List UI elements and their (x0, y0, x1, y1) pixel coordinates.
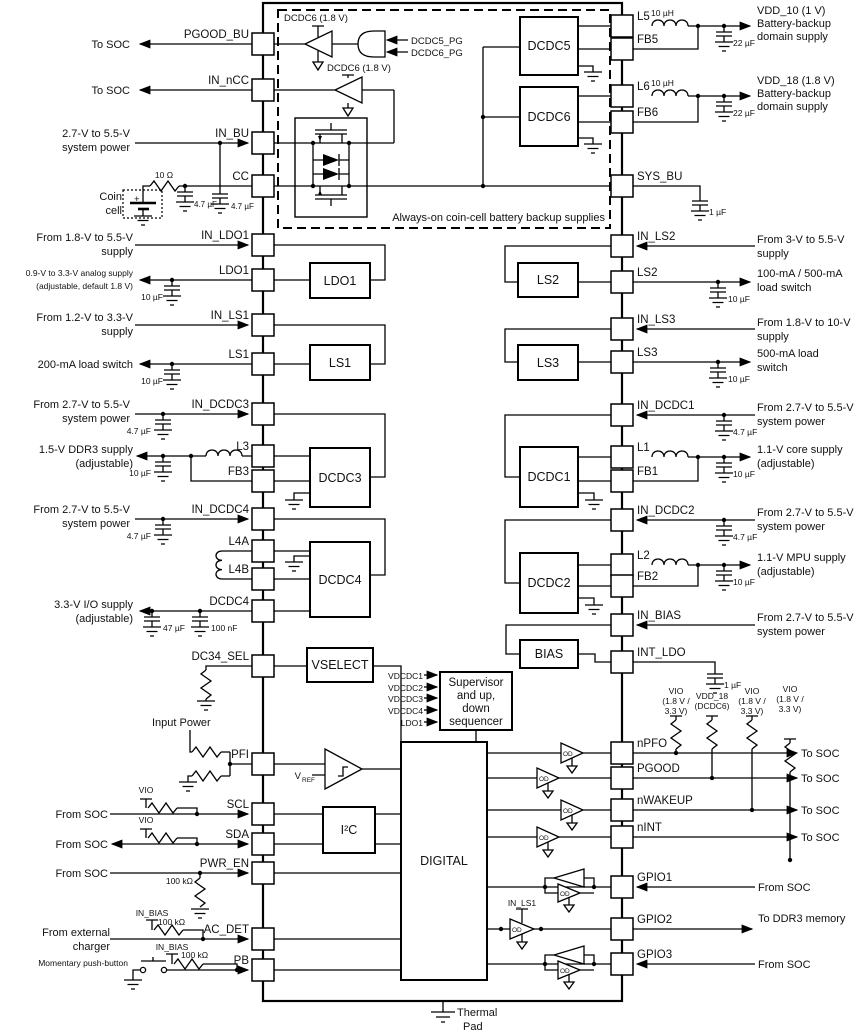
pin-label-l2: L2 (637, 550, 650, 562)
thermal-pad-label: Pad (463, 1021, 483, 1033)
in-ldo1-source: From 1.8-V to 5.5-V (36, 232, 133, 244)
cap-value: 1 µF (724, 680, 742, 690)
pin-label-pwr-en: PWR_EN (199, 858, 249, 870)
cap-value: 10 µF (141, 376, 163, 386)
pin-label-gpio1: GPIO1 (637, 872, 673, 884)
coin-cell-label: Coin (99, 191, 122, 203)
push-button-label: Momentary push-button (38, 958, 128, 968)
pin-label-in-dcdc1: IN_DCDC1 (637, 400, 695, 412)
pin-l4b (252, 568, 274, 590)
pin-in-ls1 (252, 314, 274, 336)
cap-value: 10 µF (141, 292, 163, 302)
pin-in-bias (611, 614, 633, 636)
pin-label-in-bu: IN_BU (215, 128, 249, 140)
external-wires-right (633, 26, 796, 860)
pin-label-ls2: LS2 (637, 267, 658, 279)
pin-gpio1 (611, 876, 633, 898)
pin-pfi (252, 753, 274, 775)
pin-in-dcdc4 (252, 508, 274, 530)
vio-rail-label: VIO (138, 815, 154, 825)
ls2-output-desc: load switch (757, 282, 812, 294)
sequencer-label: Supervisor (448, 677, 504, 689)
od-buffer-label: OD (539, 776, 549, 783)
pin-label-ldo1: LDO1 (218, 265, 249, 277)
pin-ac-det (252, 928, 274, 950)
pin-l4a (252, 540, 274, 562)
pin-label-fb5: FB5 (637, 34, 659, 46)
pin-label-in-ls1: IN_LS1 (210, 310, 249, 322)
to-soc-label: To SOC (801, 748, 840, 760)
in-ls1-source: supply (101, 326, 133, 338)
pin-label-in-bias: IN_BIAS (637, 610, 682, 622)
and-gate (358, 31, 385, 57)
pin-in-bu (252, 132, 274, 154)
pullup-rail-label: VIO (668, 686, 684, 696)
pin-label-fb1: FB1 (637, 466, 659, 478)
pin-pgood-bu (252, 33, 274, 55)
buffer-supply-label: DCDC6 (1.8 V) (327, 63, 391, 74)
pin-ldo1 (252, 269, 274, 291)
in-ls1-source: From 1.2-V to 3.3-V (36, 312, 133, 324)
digital-label: DIGITAL (420, 854, 468, 868)
pin-label-pgood: PGOOD (637, 763, 680, 775)
pin-l5 (611, 15, 633, 37)
cap-value: 4.7 µF (231, 202, 254, 211)
pin-label-l1: L1 (637, 442, 650, 454)
pin-label-l3: L3 (236, 441, 249, 453)
pin-label-gpio3: GPIO3 (637, 949, 673, 961)
ddr3-supply-desc: (adjustable) (75, 458, 133, 470)
pin-label-fb2: FB2 (637, 571, 659, 583)
cap-value: 10 µF (728, 294, 750, 304)
pin-in-ncc (252, 79, 274, 101)
cap-value: 47 µF (163, 623, 185, 633)
pin-in-dcdc2 (611, 509, 633, 531)
pin-ls2 (611, 271, 633, 293)
seq-input-label: LDO1 (400, 718, 423, 728)
cap-value: 22 µF (733, 108, 755, 118)
cap-value: 4.7 µF (733, 532, 758, 542)
cap-value: 4.7 µF (733, 427, 758, 437)
ls3-label: LS3 (536, 356, 560, 370)
cap-value: 1 µF (709, 207, 727, 217)
ext-charger-label: charger (72, 941, 110, 953)
core-supply-desc: 1.1-V core supply (757, 444, 843, 456)
in-ncc-buffer (335, 77, 362, 103)
pin-pwr-en (252, 862, 274, 884)
pin-fb6 (611, 111, 633, 133)
pin-nwakeup (611, 799, 633, 821)
ldo1-label: LDO1 (323, 274, 357, 288)
to-soc-label: To SOC (91, 85, 130, 97)
pin-label-ls1: LS1 (228, 349, 249, 361)
cap-value: 10 µF (733, 577, 755, 587)
in-dcdc4-source: system power (62, 518, 130, 530)
pin-label-l4a: L4A (228, 536, 249, 548)
pin-label-gpio2: GPIO2 (637, 914, 673, 926)
pin-label-npfo: nPFO (637, 738, 668, 750)
sequencer-label: and up, (456, 690, 496, 702)
in-dcdc1-source: system power (757, 416, 825, 428)
sequencer-label: sequencer (449, 716, 503, 728)
pin-in-ldo1 (252, 234, 274, 256)
in-dcdc3-source: system power (62, 413, 130, 425)
in-dcdc1-source: From 2.7-V to 5.5-V (757, 402, 854, 414)
cap-value: 4.7 µF (194, 200, 217, 209)
to-ddr3-label: To DDR3 memory (758, 913, 846, 925)
pin-dc34-sel (252, 655, 274, 677)
seq-input-label: VDCDC4 (388, 706, 423, 716)
vio-rail-label: VIO (138, 785, 154, 795)
inductor-value: 10 µH (651, 8, 674, 18)
pin-dcdc4 (252, 600, 274, 622)
resistor-value: 100 kΩ (158, 917, 186, 927)
ls1-output-desc: 200-mA load switch (37, 359, 133, 371)
pin-pgood (611, 767, 633, 789)
pullup-rail-label: 3.3 V) (740, 706, 764, 716)
pin-label-sys-bu: SYS_BU (637, 171, 683, 183)
pin-label-sda: SDA (225, 829, 249, 841)
pullup-rail-label: (1.8 V / (662, 696, 690, 706)
pin-fb5 (611, 38, 633, 60)
vdd10-desc: domain supply (757, 31, 828, 43)
sys-power-label: system power (62, 142, 130, 154)
od-buffer-label: OD (560, 891, 570, 898)
pin-label-nint: nINT (637, 822, 662, 834)
vdd10-desc: VDD_10 (1 V) (757, 5, 826, 17)
pin-label-in-dcdc2: IN_DCDC2 (637, 505, 695, 517)
pin-label-in-dcdc4: IN_DCDC4 (191, 504, 249, 516)
in-bias-rail-label: IN_BIAS (155, 942, 189, 952)
pin-l1 (611, 446, 633, 468)
resistor-value: 100 kΩ (165, 876, 193, 886)
from-soc-label: From SOC (758, 882, 811, 894)
core-supply-desc: (adjustable) (757, 458, 815, 470)
pin-label-in-ldo1: IN_LDO1 (201, 230, 249, 242)
cap-value: 100 nF (211, 623, 238, 633)
seq-input-label: VDCDC1 (388, 671, 423, 681)
sequencer-label: down (462, 703, 490, 715)
od-buffer-label: OD (563, 808, 573, 815)
vdd18-desc: VDD_18 (1.8 V) (757, 75, 835, 87)
pin-pb (252, 959, 274, 981)
pin-fb1 (611, 470, 633, 492)
to-soc-label: To SOC (801, 832, 840, 844)
pullup-rail-label: VDD_18 (695, 691, 729, 701)
pullup-rail-label: (1.8 V / (738, 696, 766, 706)
pin-label-dcdc4: DCDC4 (209, 596, 249, 608)
io-supply-desc: (adjustable) (75, 613, 133, 625)
pin-l3 (252, 445, 274, 467)
pin-label-in-dcdc3: IN_DCDC3 (191, 399, 249, 411)
cap-value: 10 µF (733, 469, 755, 479)
cap-value: 10 µF (728, 374, 750, 384)
pin-label-pfi: PFI (231, 749, 249, 761)
pin-l6 (611, 85, 633, 107)
thermal-pad-label: Thermal (457, 1007, 498, 1019)
input-power-label: Input Power (152, 717, 211, 729)
pin-label-l6: L6 (637, 81, 650, 93)
ls1-label: LS1 (328, 356, 352, 370)
dcdc2-label: DCDC2 (527, 576, 571, 590)
pullup-rail-label: VIO (744, 686, 760, 696)
to-soc-label: To SOC (91, 39, 130, 51)
cap-value: 22 µF (733, 38, 755, 48)
cap-value: 10 µF (129, 468, 151, 478)
pin-label-cc: CC (232, 171, 249, 183)
pin-ls1 (252, 353, 274, 375)
in-bias-source: From 2.7-V to 5.5-V (757, 612, 854, 624)
seq-input-label: VDCDC2 (388, 683, 423, 693)
in-ls3-source: From 1.8-V to 10-V (757, 317, 851, 329)
pin-in-ls2 (611, 235, 633, 257)
dcdc6-pg-signal: DCDC6_PG (411, 48, 463, 59)
dcdc4-label: DCDC4 (318, 573, 362, 587)
pin-int-ldo (611, 651, 633, 673)
pin-sys-bu (611, 175, 633, 197)
from-soc-label: From SOC (758, 959, 811, 971)
pin-l2 (611, 554, 633, 576)
pin-scl (252, 803, 274, 825)
from-soc-label: From SOC (55, 839, 108, 851)
cap-value: 4.7 µF (126, 531, 151, 541)
dcdc5-label: DCDC5 (527, 39, 571, 53)
vdd10-desc: Battery-backup (757, 18, 831, 30)
dcdc5-pg-signal: DCDC5_PG (411, 36, 463, 47)
pin-ls3 (611, 351, 633, 373)
vdd18-desc: Battery-backup (757, 88, 831, 100)
in-dcdc3-source: From 2.7-V to 5.5-V (33, 399, 130, 411)
sys-power-label: 2.7-V to 5.5-V (62, 128, 130, 140)
pullup-rail-label: VIO (782, 684, 798, 694)
from-soc-label: From SOC (55, 868, 108, 880)
pin-label-fb6: FB6 (637, 107, 659, 119)
from-soc-label: From SOC (55, 809, 108, 821)
pin-label-ac-det: AC_DET (203, 924, 249, 936)
battery-plus: + (134, 194, 140, 205)
pin-label-dc34-sel: DC34_SEL (191, 651, 249, 663)
ldo1-output-desc: 0.9-V to 3.3-V analog supply (25, 268, 133, 278)
in-bias-source: system power (757, 626, 825, 638)
ls3-output-desc: switch (757, 362, 788, 374)
dcdc1-label: DCDC1 (527, 470, 571, 484)
ls3-output-desc: 500-mA load (757, 348, 819, 360)
pin-label-scl: SCL (226, 799, 249, 811)
mpu-supply-desc: (adjustable) (757, 566, 815, 578)
pin-label-in-ncc: IN_nCC (208, 75, 249, 87)
pin-fb2 (611, 575, 633, 597)
in-dcdc2-source: system power (757, 521, 825, 533)
pin-label-in-ls3: IN_LS3 (637, 314, 676, 326)
buffer-supply-label: DCDC6 (1.8 V) (284, 13, 348, 24)
pin-in-dcdc3 (252, 403, 274, 425)
pin-label-ls3: LS3 (637, 347, 658, 359)
to-soc-label: To SOC (801, 773, 840, 785)
in-ls3-source: supply (757, 331, 789, 343)
pin-label-pb: PB (233, 955, 249, 967)
pin-label-nwakeup: nWAKEUP (637, 795, 693, 807)
to-soc-label: To SOC (801, 805, 840, 817)
r10-value: 10 Ω (154, 170, 174, 180)
pin-label-l4b: L4B (228, 564, 249, 576)
pullup-rail-label: 3.3 V) (664, 706, 688, 716)
od-buffer-label: OD (539, 835, 549, 842)
pin-in-ls3 (611, 318, 633, 340)
in-ls2-source: supply (757, 248, 789, 260)
in-bias-rail-label: IN_BIAS (135, 908, 169, 918)
pin-nint (611, 826, 633, 848)
od-buffer-label: OD (563, 751, 573, 758)
bias-label: BIAS (534, 647, 564, 661)
pin-gpio3 (611, 953, 633, 975)
ddr3-supply-desc: 1.5-V DDR3 supply (38, 444, 133, 456)
in-ls2-source: From 3-V to 5.5-V (757, 234, 845, 246)
push-button-switch (140, 967, 166, 972)
mpu-supply-desc: 1.1-V MPU supply (757, 552, 846, 564)
ls2-label: LS2 (536, 273, 560, 287)
pin-label-fb3: FB3 (227, 466, 249, 478)
vref-label: V (294, 771, 301, 782)
pin-fb3 (252, 470, 274, 492)
pin-label-l5: L5 (637, 11, 650, 23)
pin-gpio2 (611, 918, 633, 940)
in-ldo1-source: supply (101, 246, 133, 258)
pullup-rail-label: (1.8 V / (776, 694, 804, 704)
dcdc3-label: DCDC3 (318, 471, 362, 485)
pullup-rail-label: (DCDC6) (694, 701, 730, 711)
ext-charger-label: From external (42, 927, 110, 939)
cap-value: 4.7 µF (126, 426, 151, 436)
coin-cell-label: cell (105, 205, 122, 217)
pin-label-in-ls2: IN_LS2 (637, 231, 676, 243)
vselect-label: VSELECT (311, 658, 369, 672)
vdd18-desc: domain supply (757, 101, 828, 113)
pin-in-dcdc1 (611, 404, 633, 426)
pin-npfo (611, 742, 633, 764)
backup-region-caption: Always-on coin-cell battery backup supplies (392, 212, 605, 224)
od-buffer-label: OD (560, 968, 570, 975)
in-dcdc4-source: From 2.7-V to 5.5-V (33, 504, 130, 516)
i2c-label: I²C (340, 823, 358, 837)
pullup-rail-label: 3.3 V) (778, 704, 802, 714)
ldo1-output-desc: (adjustable, default 1.8 V) (36, 281, 133, 291)
inductor-value: 10 µH (651, 78, 674, 88)
in-dcdc2-source: From 2.7-V to 5.5-V (757, 507, 854, 519)
pin-cc (252, 175, 274, 197)
pin-sda (252, 833, 274, 855)
ls2-output-desc: 100-mA / 500-mA (757, 268, 843, 280)
resistor-value: 100 kΩ (181, 950, 209, 960)
od-buffer-label: OD (512, 927, 522, 934)
pin-label-pgood-bu: PGOOD_BU (183, 29, 249, 41)
io-supply-desc: 3.3-V I/O supply (54, 599, 133, 611)
vref-label-sub: REF (302, 777, 315, 784)
dcdc6-label: DCDC6 (527, 110, 571, 124)
gpio2-supply-label: IN_LS1 (507, 898, 537, 908)
pin-label-int-ldo: INT_LDO (637, 647, 686, 659)
seq-input-label: VDCDC3 (388, 694, 423, 704)
